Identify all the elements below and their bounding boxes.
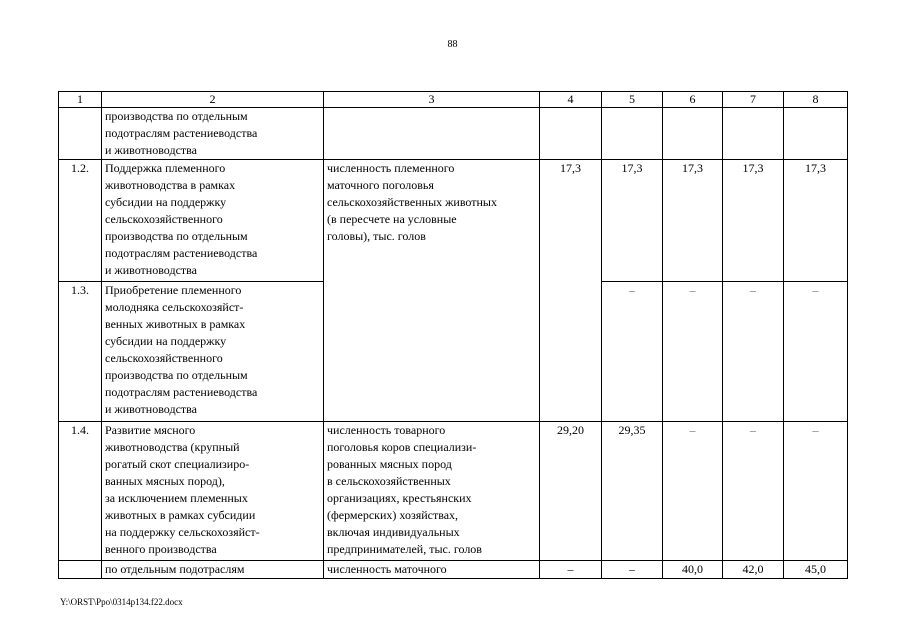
row-number: 1.4. [59, 422, 102, 561]
value-cell: 29,35 [602, 422, 663, 561]
file-path-footer: Y:\ORST\Ppo\0314p134.f22.docx [60, 597, 183, 607]
column-header: 1 [59, 92, 102, 108]
value-cell: – [540, 561, 602, 579]
value-cell: 40,0 [663, 561, 723, 579]
value-cell: 17,3 [663, 160, 723, 282]
value-cell: 45,0 [784, 561, 848, 579]
measure-description: по отдельным подотраслям [102, 561, 324, 579]
table-row [59, 561, 848, 579]
value-cell: – [602, 282, 663, 422]
indicator-cell [324, 108, 540, 160]
table-row [59, 422, 848, 561]
value-cell: 42,0 [723, 561, 784, 579]
measure-description: Поддержка племенного животноводства в рамках субсидии на поддержку сельскохозяйственного производства по отдельным подотраслям растениеводства и животноводства [102, 160, 324, 282]
indicators-table [58, 91, 848, 579]
column-header: 2 [102, 92, 324, 108]
value-cell: 29,20 [540, 422, 602, 561]
value-cell: – [723, 282, 784, 422]
column-header: 5 [602, 92, 663, 108]
column-header: 8 [784, 92, 848, 108]
table-row [59, 160, 848, 282]
value-cell: – [784, 282, 848, 422]
measure-description: производства по отдельным подотраслям растениеводства и животноводства [102, 108, 324, 160]
page-number: 88 [447, 39, 458, 50]
value-cell [602, 108, 663, 160]
value-cell: – [663, 282, 723, 422]
table-header-row [59, 92, 848, 108]
value-cell: 17,3 [540, 160, 602, 422]
column-header: 6 [663, 92, 723, 108]
measure-description: Приобретение племенного молодняка сельскохозяйст- венных животных в рамках субсидии на поддержку сельскохозяйственного производства по отдельным подотраслям растениеводства и животноводства [102, 282, 324, 422]
value-cell: – [723, 422, 784, 561]
measure-description: Развитие мясного животноводства (крупный рогатый скот специализиро- ванных мясных пород), за исключением племенных животных в рамках субсидии на поддержку сельскохозяйст- венного производства [102, 422, 324, 561]
column-header: 3 [324, 92, 540, 108]
table-row [59, 108, 848, 160]
value-cell: 17,3 [723, 160, 784, 282]
value-cell [723, 108, 784, 160]
column-header: 4 [540, 92, 602, 108]
indicator-description: численность маточного [324, 561, 540, 579]
column-header: 7 [723, 92, 784, 108]
row-number [59, 108, 102, 160]
value-cell: – [663, 422, 723, 561]
value-cell: – [602, 561, 663, 579]
value-cell: 17,3 [602, 160, 663, 282]
row-number [59, 561, 102, 579]
indicator-description: численность племенного маточного поголовья сельскохозяйственных животных (в пересчете на условные головы), тыс. голов [324, 160, 540, 422]
indicator-description: численность товарного поголовья коров специализи- рованных мясных пород в сельскохозяйственных организациях, крестьянских (фермерских) хозяйствах, включая индивидуальных предпринимателей, тыс. голов [324, 422, 540, 561]
value-cell: – [784, 422, 848, 561]
row-number: 1.2. [59, 160, 102, 282]
value-cell [784, 108, 848, 160]
value-cell [540, 108, 602, 160]
value-cell: 17,3 [784, 160, 848, 282]
value-cell [663, 108, 723, 160]
row-number: 1.3. [59, 282, 102, 422]
